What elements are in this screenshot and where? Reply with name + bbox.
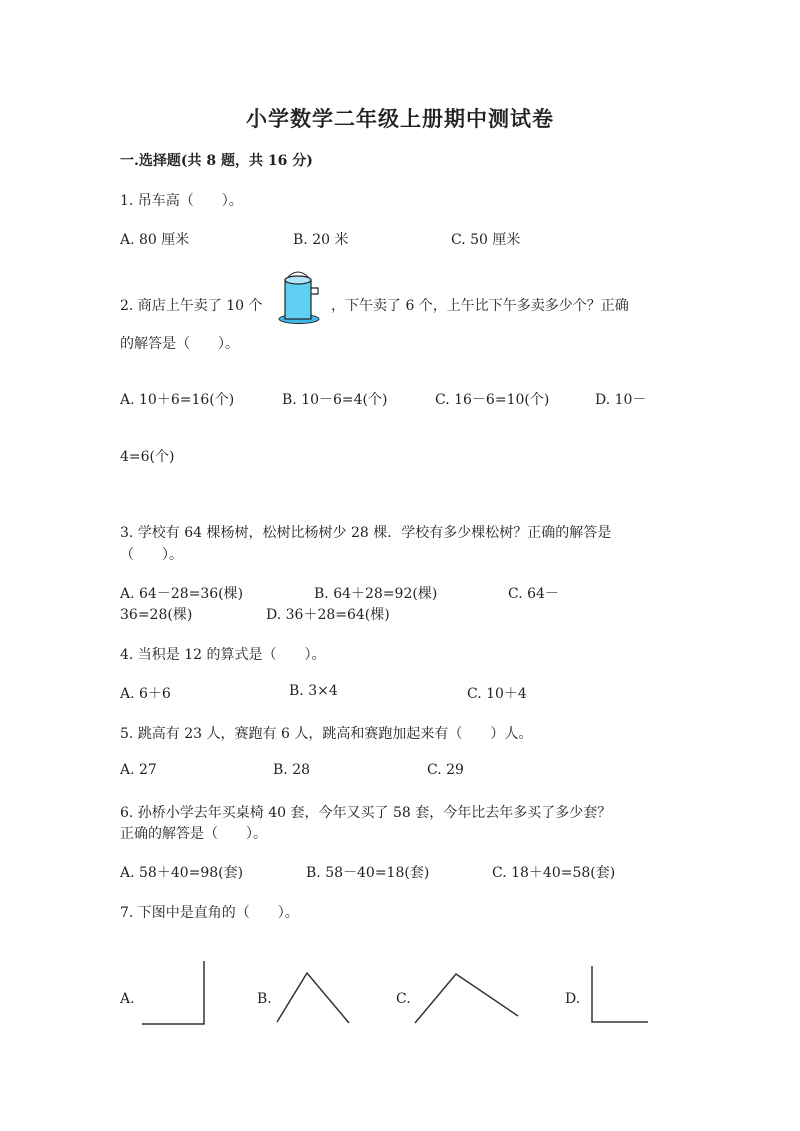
question-1-stem: 1. 吊车高（ ）。 bbox=[120, 193, 243, 209]
page-title: 小学数学二年级上册期中测试卷 bbox=[246, 106, 554, 131]
q7-option-b[interactable]: B. bbox=[257, 991, 272, 1007]
q2-option-b[interactable]: B. 10－6=4(个) bbox=[282, 392, 388, 408]
acute-angle-figure-b bbox=[272, 965, 354, 1027]
q4-option-a[interactable]: A. 6＋6 bbox=[120, 686, 171, 702]
q5-option-c[interactable]: C. 29 bbox=[427, 762, 464, 778]
question-5-stem: 5. 跳高有 23 人，赛跑有 6 人，跳高和赛跑加起来有（ ）人。 bbox=[120, 726, 533, 742]
question-2-stem-middle: ，下午卖了 6 个，上午比下午多卖多少个？正确 bbox=[331, 298, 629, 314]
bucket-icon bbox=[275, 270, 327, 326]
q4-option-b[interactable]: B. 3×4 bbox=[289, 683, 338, 699]
q6-option-c[interactable]: C. 18＋40=58(套) bbox=[492, 865, 616, 881]
right-angle-figure-d bbox=[586, 962, 654, 1028]
q3-option-c[interactable]: C. 64－ bbox=[508, 586, 559, 602]
section-heading: 一.选择题(共 8 题，共 16 分) bbox=[120, 153, 313, 169]
q1-option-b[interactable]: B. 20 米 bbox=[293, 232, 349, 248]
q6-option-a[interactable]: A. 58＋40=98(套) bbox=[120, 865, 244, 881]
q1-option-c[interactable]: C. 50 厘米 bbox=[451, 232, 521, 248]
q1-option-a[interactable]: A. 80 厘米 bbox=[120, 232, 190, 248]
q4-option-c[interactable]: C. 10＋4 bbox=[467, 686, 527, 702]
question-3-stem-end: （ ）。 bbox=[120, 547, 183, 563]
q5-option-b[interactable]: B. 28 bbox=[273, 762, 311, 778]
question-6-stem: 6. 孙桥小学去年买桌椅 40 套，今年又买了 58 套，今年比去年多买了多少套？ bbox=[120, 805, 612, 821]
q2-option-d-continued: 4=6(个) bbox=[120, 449, 175, 465]
q2-option-a[interactable]: A. 10＋6=16(个) bbox=[120, 392, 235, 408]
question-4-stem: 4. 当积是 12 的算式是（ ）。 bbox=[120, 647, 326, 663]
q2-option-d[interactable]: D. 10－ bbox=[595, 392, 647, 408]
right-angle-figure-a bbox=[138, 955, 210, 1030]
q6-option-b[interactable]: B. 58－40=18(套) bbox=[306, 865, 430, 881]
question-3-stem: 3. 学校有 64 棵杨树，松树比杨树少 28 棵．学校有多少棵松树？正确的解答是 bbox=[120, 525, 612, 541]
question-7-stem: 7. 下图中是直角的（ ）。 bbox=[120, 905, 299, 921]
question-2-stem-start: 2. 商店上午卖了 10 个 bbox=[120, 298, 263, 314]
q5-option-a[interactable]: A. 27 bbox=[120, 762, 157, 778]
q3-option-b[interactable]: B. 64＋28=92(棵) bbox=[314, 586, 438, 602]
obtuse-angle-figure-c bbox=[410, 968, 524, 1026]
q3-option-a[interactable]: A. 64－28=36(棵) bbox=[120, 586, 244, 602]
q2-option-c[interactable]: C. 16－6=10(个) bbox=[435, 392, 550, 408]
q3-option-d[interactable]: D. 36＋28=64(棵) bbox=[266, 607, 390, 623]
q3-option-c-continued: 36=28(棵) bbox=[120, 607, 193, 623]
question-2-stem-end: 的解答是（ ）。 bbox=[120, 336, 239, 352]
q7-option-a[interactable]: A. bbox=[120, 991, 135, 1007]
q7-option-d[interactable]: D. bbox=[565, 991, 581, 1007]
question-6-stem-end: 正确的解答是（ ）。 bbox=[120, 826, 267, 842]
q7-option-c[interactable]: C. bbox=[396, 991, 411, 1007]
